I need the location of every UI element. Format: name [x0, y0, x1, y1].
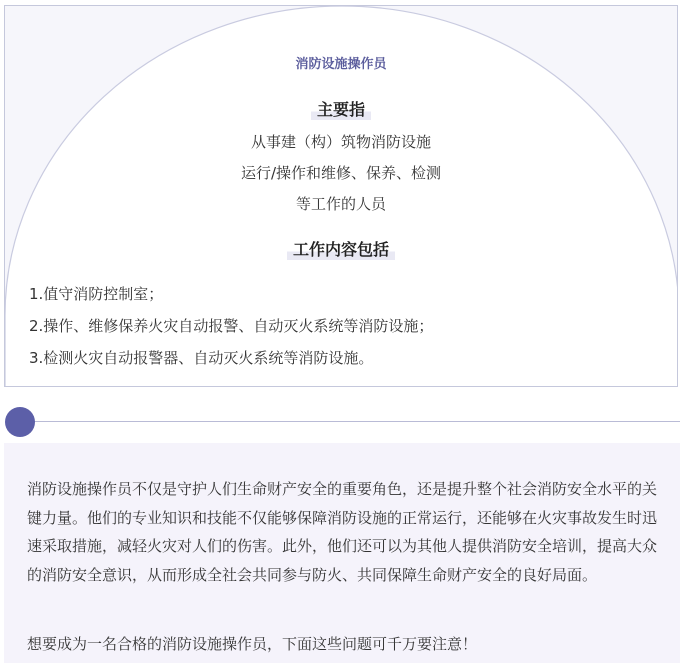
card-title: 消防设施操作员 — [295, 57, 387, 72]
heading-work-content-text: 工作内容包括 — [287, 237, 395, 260]
heading-main-role — [5, 97, 677, 120]
divider-dot-icon — [5, 407, 35, 437]
role-line-3: 等工作的人员 — [295, 195, 386, 213]
info-card — [4, 5, 678, 387]
role-line-2: 运行/操作和维修、保养、检测 — [240, 164, 442, 182]
task-item-1: 1.值守消防控制室； — [29, 285, 164, 303]
body-paragraph-1: 消防设施操作员不仅是守护人们生命财产安全的重要角色，还是提升整个社会消防安全水平的关键力量。他们的专业知识和技能不仅能够保障消防设施的正常运行，还能够在火灾事故发生时迅速采取措施，减轻火灾对人们的伤害。此外，他们还可以为其他人提供消防安全培训，提高大众的消防安全意识，从而形成全社会共同参与防火、共同保障生命财产安全的良好局面。 — [27, 480, 658, 584]
task-item-2: 2.操作、维修保养火灾自动报警、自动灭火系统等消防设施； — [29, 317, 434, 335]
role-line-1: 从事建（构）筑物消防设施 — [250, 133, 431, 151]
task-item-3: 3.检测火灾自动报警器、自动灭火系统等消防设施。 — [29, 349, 374, 367]
heading-main-role-text: 主要指 — [311, 97, 371, 120]
heading-work-content — [5, 237, 677, 260]
body-paragraph-2: 想要成为一名合格的消防设施操作员，下面这些问题可千万要注意！ — [27, 635, 478, 653]
text-panel — [4, 443, 680, 663]
section-divider — [20, 421, 680, 422]
